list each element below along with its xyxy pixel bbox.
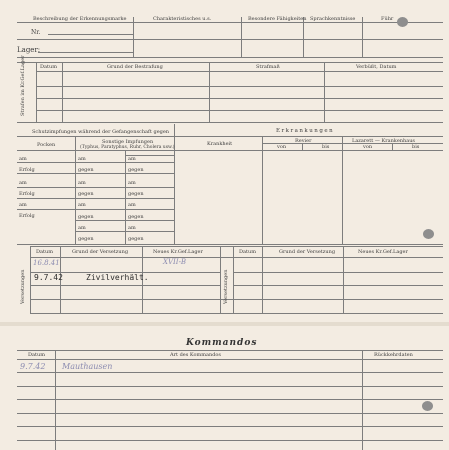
vers-datum-header: Datum [36, 249, 53, 255]
rule [30, 313, 443, 314]
sonstige-a-4: am [78, 202, 86, 208]
rule [17, 57, 443, 58]
sonstige-a-0: am [78, 156, 86, 162]
rule [17, 359, 443, 360]
strafen-verbuesst-header: Verbüßt, Datum [356, 64, 397, 70]
vers-entry-1-datum: 9.7.42 [34, 273, 63, 282]
rule [17, 413, 443, 414]
rule [241, 17, 242, 57]
rule [17, 39, 443, 40]
rule [17, 209, 174, 210]
rule [17, 198, 174, 199]
vers-grund-header: Grund der Versetzung [72, 249, 129, 255]
pocken-row-0: am [19, 156, 27, 162]
kommando-entry-0-datum: 9.7.42 [20, 362, 46, 371]
pocken-row-3: Erfolg [19, 191, 35, 197]
kommandos-art-header: Art des Kommandos [170, 352, 221, 358]
revier-von: von [277, 144, 287, 150]
sonstige-b-1: gegen [128, 167, 144, 173]
rule [36, 71, 443, 72]
rule [17, 350, 443, 351]
sonstige-a-3: gegen [78, 191, 94, 197]
rule [30, 246, 443, 247]
sonstige-a-2: am [78, 180, 86, 186]
rule [36, 62, 37, 122]
lager-label: Lager: [17, 46, 41, 54]
rule [133, 17, 134, 57]
schutzimpfungen-title: Schutzimpfungen während der Gefangenschaft gegen [32, 129, 170, 135]
rule [75, 220, 174, 221]
revier-bis: bis [322, 144, 330, 150]
lazarett-von: von [363, 144, 373, 150]
rule [17, 122, 443, 123]
pocken-header: Pocken [37, 142, 56, 148]
vers-entry-0-datum: 16.8.41 [33, 259, 60, 267]
card-fold [0, 322, 449, 326]
strafen-side-label: Strafen im Kr.Gef.Lager [20, 55, 26, 116]
rule [75, 231, 174, 232]
rule [262, 136, 263, 244]
rule [174, 124, 175, 244]
vers-neues-header: Neues Kr.Gef.Lager [153, 249, 203, 255]
rule [36, 98, 443, 99]
sonstige-a-6: am [78, 225, 86, 231]
sonstige-b-2: am [128, 180, 136, 186]
sonstige-a-1: gegen [78, 167, 94, 173]
rule [30, 299, 443, 300]
rule [233, 285, 443, 286]
rule [62, 62, 63, 122]
lager-underline [38, 52, 133, 53]
vers-entry-0-lager: XVII-B [163, 258, 187, 266]
rule [17, 372, 443, 373]
punch-hole [397, 17, 408, 27]
sonstige-a-5: gegen [78, 214, 94, 220]
rule [30, 246, 31, 313]
vers-entry-1-grund: Zivilverhält. [86, 273, 149, 282]
rule [233, 246, 234, 313]
rule [36, 86, 443, 87]
fuehrung-label: Führ [381, 16, 394, 22]
vers-neues-header-2: Neues Kr.Gef.Lager [358, 249, 408, 255]
pocken-row-1: Erfolg [19, 167, 35, 173]
rule [36, 110, 443, 111]
rule [17, 386, 443, 387]
rule [362, 17, 363, 57]
beschreibung-label: Beschreibung der Erkennungsmarke [33, 16, 127, 22]
lazarett-header: Lazarett — Krankenhaus [352, 138, 415, 144]
rule [220, 246, 221, 313]
rule [392, 143, 393, 150]
sonstige-b-6: am [128, 225, 136, 231]
strafen-strafmass-header: Strafmaß [256, 64, 280, 70]
rule [75, 136, 76, 244]
rule [17, 22, 443, 23]
revier-header: Revier [295, 138, 312, 144]
besondere-label: Besondere Fähigkeiten [248, 16, 307, 22]
kommando-entry-0-art: Mauthausen [62, 362, 113, 371]
rule [17, 62, 443, 63]
kommandos-rueck-header: Rückkehrdaten [374, 352, 413, 358]
sprach-label: Sprachkenntnisse [310, 16, 356, 22]
sonstige-a-7: gegen [78, 236, 94, 242]
rule [262, 246, 263, 313]
sonstige-b-5: gegen [128, 214, 144, 220]
rule [55, 350, 56, 450]
kommandos-datum-header: Datum [28, 352, 45, 358]
sonstige-b-7: gegen [128, 236, 144, 242]
rule [324, 62, 325, 122]
charakter-label: Charakteristisches u.s. [153, 16, 212, 22]
rule [362, 350, 363, 450]
rule [30, 257, 443, 258]
sonstige-b-0: am [128, 156, 136, 162]
versetzungen-side-label-left: Versetzungen [20, 269, 26, 304]
rule [17, 136, 443, 137]
kommandos-title: Kommandos [186, 338, 258, 348]
rule [233, 272, 443, 273]
pocken-row-5: Erfolg [19, 213, 35, 219]
rule [17, 440, 443, 441]
sonstige-b-4: am [128, 202, 136, 208]
pocken-row-4: am [19, 202, 27, 208]
sonstige-sub-header: (Typhus, Paratyphus, Ruhr, Cholera usw.) [80, 145, 175, 150]
strafen-datum-header: Datum [40, 64, 57, 70]
rule [17, 173, 174, 174]
versetzungen-side-label-right: Versetzungen [223, 269, 229, 304]
rule [343, 246, 344, 313]
rule [125, 150, 126, 244]
punch-hole [423, 229, 434, 239]
rule [17, 399, 443, 400]
sonstige-header: Sonstige Impfungen [102, 139, 154, 145]
nr-underline [48, 34, 133, 35]
krankheit-header: Krankheit [207, 141, 233, 147]
rule [17, 162, 174, 163]
strafen-grund-header: Grund der Bestrafung [107, 64, 163, 70]
vers-grund-header-2: Grund der Versetzung [279, 249, 336, 255]
punch-hole [422, 401, 433, 411]
rule [17, 187, 174, 188]
vers-datum-header-2: Datum [239, 249, 256, 255]
sonstige-b-3: gegen [128, 191, 144, 197]
rule [209, 62, 210, 122]
erkrankungen-title: Erkrankungen [276, 128, 335, 134]
lazarett-bis: bis [412, 144, 420, 150]
rule [342, 136, 343, 244]
rule [17, 244, 443, 245]
nr-label: Nr. [31, 29, 41, 36]
rule [302, 143, 303, 150]
rule [30, 285, 220, 286]
pocken-row-2: am [19, 180, 27, 186]
rule [17, 426, 443, 427]
rule [303, 17, 304, 57]
